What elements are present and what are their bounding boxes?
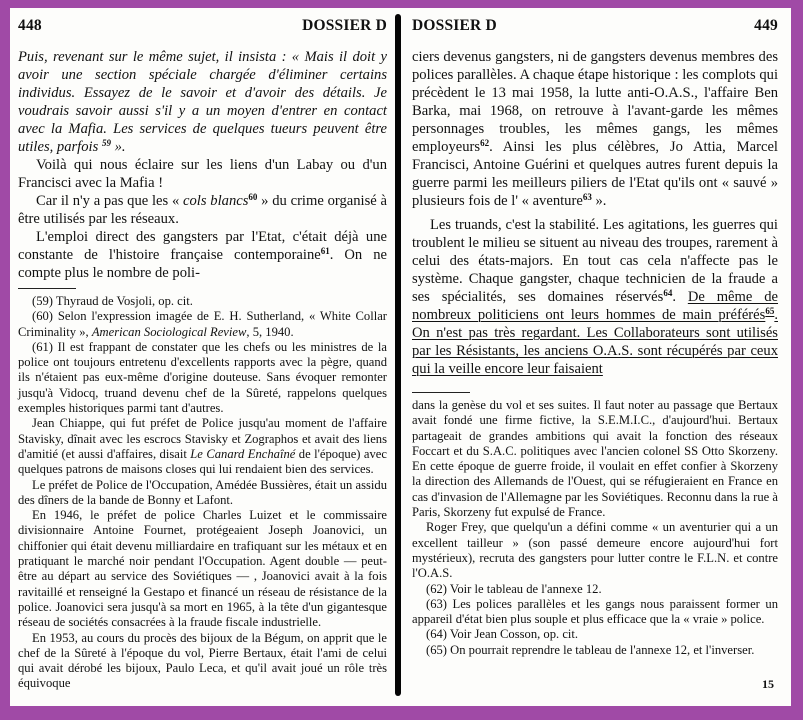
quote-close: ». <box>110 139 126 155</box>
underlined-text: . On n'est pas très regardant. Les Collaborateurs sont utilisés par les Résistants, les anciens O.A.S. sont récupérés par ceux qui la veille encore leur faisaient <box>412 307 778 377</box>
left-footnotes <box>18 294 387 692</box>
footnote-ref-60: 60 <box>248 192 258 202</box>
right-page <box>408 8 782 706</box>
paragraph-cols-blancs <box>18 192 387 228</box>
paragraph-labay: Voilà qui nous éclaire sur les liens d'un Labay ou d'un Francisci avec la Mafia ! <box>18 157 387 191</box>
footnote-63: (63) Les polices parallèles et les gangs nous paraissent former un appareil d'état bien plus souple et plus efficace que la « vraie » police. <box>412 596 778 627</box>
text: , 5, 1940. <box>246 324 294 339</box>
underlined-text: De même de nombreux politiciens ont leurs hommes de main préférés <box>412 289 779 323</box>
text: ciers devenus gangsters, ni de gangsters devenus membres des polices parallèles. A chaque étape historique : les complots qui précèdent le 13 mai 1958, la lutte anti-O.A.S., l'affaire Ben Barka, mai 1968, on retrouve à l'avant-garde les mêmes personnages troubles, les mêmes gangs, les mêmes employeurs <box>412 49 778 155</box>
footnote-61: (61) Il est frappant de constater que les chefs ou les ministres de la police ont toujours entretenu d'excellents rapports avec la pègre, quand ils n'étaient pas eux-même d'origine douteuse. Sans évoquer remonter jusqu'à Vidocq, truand devenu chef de la Sûreté, rappelons quelques exemples historiques parmi tant d'autres. <box>18 339 387 416</box>
text: Les truands, c'est la stabilité. Les agitations, les guerres qui troublent le milieu se situent au niveau des troupes, rarement à celui des états-majors. En tout cas cela n'affecte pas le système. Chaque gangster, chaque technicien de la fraude a ses spécialités, ses domaines réservés <box>412 217 778 305</box>
footnote-ref-59: 59 <box>101 138 111 148</box>
footnote-separator <box>18 288 76 289</box>
right-main-text <box>412 48 778 658</box>
footnote-65: (65) On pourrait reprendre le tableau de l'annexe 12, et l'inverser. <box>426 642 755 657</box>
left-page <box>14 8 391 706</box>
footnote-separator <box>412 392 470 393</box>
left-running-head <box>14 17 391 37</box>
footnote-61-bussieres: Le préfet de Police de l'Occupation, Amédée Bussières, était un assidu des dîners de la bande de Bonny et Lafont. <box>18 477 387 507</box>
text: . Ainsi les plus célèbres, Jo Attia, Marcel Francisci, Antoine Guérini et quelques autres furent depuis la guerre parmi les meilleurs piliers de l'Etat qu'ils ont « sauvé » plusieurs fois de l' « aventure <box>412 139 778 209</box>
italic-text: Le Canard Enchaîné <box>190 446 296 461</box>
footnote-61-luizet: En 1946, le préfet de police Charles Luizet et le commissaire divisionnaire Antoine Fournet, protégeaient Joseph Joanovici, un chiffonier qui était devenu milliardaire en trafiquant sur les métaux et en pratiquant le marché noir pendant l'Occupation. Agent double — peut-être au départ au service des Soviétiques — , Joanovici avait à la fois ravitaillé et renseigné la Gestapo et financé un réseau de résistance de la police. Joanovici sera jusqu'à sa mort en 1965, à la tête d'un gigantesque réseau de sociétés consacrées à la fraude fiscale industrielle. <box>18 508 387 630</box>
right-footnotes <box>412 398 778 658</box>
footnote-62: (62) Voir le tableau de l'annexe 12. <box>426 581 602 596</box>
quote-paragraph <box>18 48 387 156</box>
left-page-number: 448 <box>18 17 42 34</box>
page-gutter-divider <box>395 14 401 696</box>
footnote-ref-61: 61 <box>320 246 330 256</box>
text: . <box>672 289 688 305</box>
paragraph-gangsters <box>412 48 778 210</box>
text: ». <box>591 193 607 209</box>
text: Car il n'y a pas que les « <box>36 193 184 209</box>
footnote-61-continued: dans la genèse du vol et ses suites. Il faut noter au passage que Bertaux avait fondé une firme fictive, la S.E.M.I.C., d'aujourd'hui. Bertaux partageait de grandes ambitions qui avait la fonction des réseaux Foccart et du S.A.C. politiques avec l'ancien colonel SS Otto Skorzeny. En cette époque de guerre froide, il voulait en effet confier à Skorzeny la direction des Allemands de l'Ouest, qui se réfugieraient en France en cas d'invasion de l'Allemagne par les Soviétiques. Reconnu dans la rue à Paris, Skorzeny fut expulsé de France. <box>412 398 778 520</box>
paragraph-emploi-direct <box>18 228 387 282</box>
footnote-ref-63: 63 <box>582 192 592 202</box>
signature-folio: 15 <box>762 677 774 691</box>
quote-text: Puis, revenant sur le même sujet, il insista : « Mais il doit y avoir une section spéciale chargée d'éliminer certains individus. Essayez de le savoir et d'avoir des détails. Je voudrais savoir aussi s'il y a un moyen d'entrer en contact avec la Mafia. Les services de quelques tueurs peuvent être utiles, parfois <box>18 49 387 155</box>
text: . On ne compte plus le nombre de poli- <box>18 247 387 281</box>
left-main-text <box>18 48 387 692</box>
text: (60) Selon l'expression imagée de E. H. Sutherland, « White Collar Criminality », <box>18 309 387 339</box>
right-running-head <box>408 17 782 37</box>
footnote-61-chiappe <box>18 416 387 477</box>
footnote-64: (64) Voir Jean Cosson, op. cit. <box>426 627 579 642</box>
footnote-ref-62: 62 <box>480 138 490 148</box>
italic-text: cols blancs <box>183 193 249 209</box>
text: de l'époque) avec quelques patrons de maisons closes qui lui rendaient bien des services. <box>18 446 387 477</box>
footnote-61-frey: Roger Frey, que quelqu'un a défini comme « un aventurier qui a un excellent tailleur » (son passé demeure encore aujourd'hui fort mystérieux), recruta des gangsters pour lutter contre le F.L.N. et contre l'O.A.S. <box>412 520 778 581</box>
text: » du crime organisé à être utilisés par les réseaux. <box>18 193 387 227</box>
text: Jean Chiappe, qui fut préfet de Police jusqu'au moment de l'affaire Stavisky, dînait avec les escrocs Stavisky et Zographos et avait des liens d'amitié (et aussi d'affaires, disait <box>18 416 387 461</box>
footnote-60 <box>18 309 387 340</box>
right-page-number: 449 <box>754 17 778 34</box>
scanned-book-spread <box>10 8 791 706</box>
italic-text: American Sociological Review <box>91 324 247 339</box>
footnote-61-begum: En 1953, au cours du procès des bijoux de la Bégum, on apprit que le chef de la Sûreté à l'époque du vol, Pierre Bertaux, était l'ami de celui qui avait dérobé les bijoux, Paulo Leca, et qu'il avait joué un rôle très équivoque <box>18 630 387 691</box>
paragraph-stabilite <box>412 216 778 378</box>
left-running-title: DOSSIER D <box>302 17 387 34</box>
footnote-ref-64: 64 <box>663 288 673 298</box>
right-running-title: DOSSIER D <box>412 17 497 34</box>
footnote-ref-65: 65 <box>765 306 775 316</box>
text: L'emploi direct des gangsters par l'Etat, c'était déjà une constante de l'histoire française contemporaine <box>18 229 387 263</box>
footnote-59: (59) Thyraud de Vosjoli, op. cit. <box>32 294 193 308</box>
